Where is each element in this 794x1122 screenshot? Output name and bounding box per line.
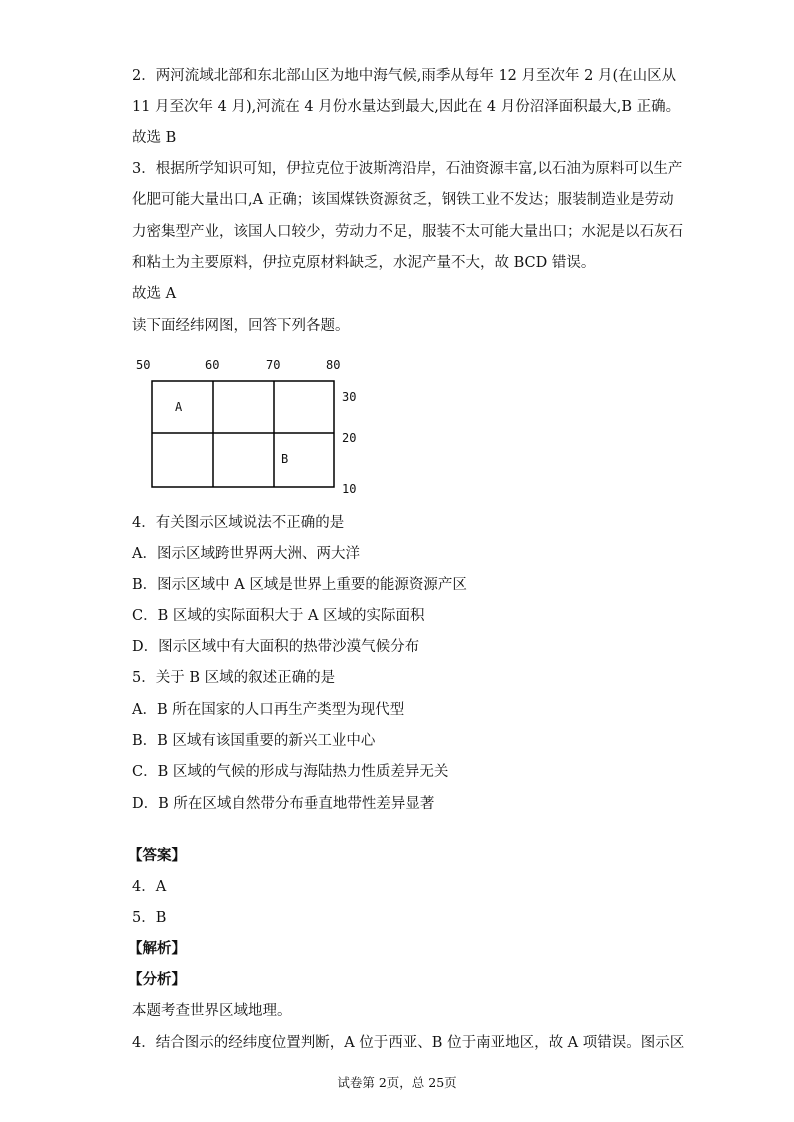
question-5: 5．关于 B 区域的叙述正确的是	[132, 670, 336, 686]
answer-5: 5．B	[132, 910, 167, 926]
lat-label-30: 30	[342, 390, 357, 404]
question-4-option-b: B．图示区域中 A 区域是世界上重要的能源资源产区	[132, 577, 467, 593]
lat-label-10: 10	[342, 482, 357, 496]
line-9: 读下面经纬网图，回答下列各题。	[132, 318, 350, 334]
line-4: 3．根据所学知识可知，伊拉克位于波斯湾沿岸，石油资源丰富,以石油为原料可以生产	[132, 161, 683, 177]
lon-label-60: 60	[205, 358, 220, 372]
fenxi-heading: 【分析】	[128, 971, 186, 988]
line-7: 和粘土为主要原料，伊拉克原材料缺乏，水泥产量不大，故 BCD 错误。	[132, 255, 596, 271]
explanation-4: 4．结合图示的经纬度位置判断，A 位于西亚、B 位于南亚地区，故 A 项错误。图示区	[132, 1035, 685, 1051]
topic-line: 本题考查世界区域地理。	[132, 1003, 292, 1019]
question-4-option-c: C．B 区域的实际面积大于 A 区域的实际面积	[132, 608, 425, 624]
grid-lines	[130, 352, 370, 502]
lon-label-80: 80	[326, 358, 341, 372]
question-5-option-a: A．B 所在国家的人口再生产类型为现代型	[132, 702, 405, 718]
question-4: 4．有关图示区域说法不正确的是	[132, 515, 345, 531]
lat-label-20: 20	[342, 431, 357, 445]
question-5-option-d: D．B 所在区域自然带分布垂直地带性差异显著	[132, 796, 435, 812]
line-6: 力密集型产业，该国人口较少，劳动力不足，服装不太可能大量出口；水泥是以石灰石	[132, 224, 683, 240]
lat-lon-grid-figure	[130, 352, 370, 502]
region-b-label: B	[281, 452, 289, 466]
question-4-option-a: A．图示区域跨世界两大洲、两大洋	[132, 546, 360, 562]
line-3: 故选 B	[132, 130, 177, 146]
line-2: 11 月至次年 4 月),河流在 4 月份水量达到最大,因此在 4 月份沼泽面积最大,B 正确。	[132, 99, 681, 115]
line-1: 2．两河流域北部和东北部山区为地中海气候,雨季从每年 12 月至次年 2 月(在山区从	[132, 68, 677, 84]
region-a-label: A	[175, 400, 183, 414]
page-footer: 试卷第 2页，总 25页	[337, 1075, 457, 1090]
answer-heading: 【答案】	[128, 847, 186, 864]
analysis-heading: 【解析】	[128, 940, 186, 957]
lon-label-50: 50	[136, 358, 151, 372]
question-4-option-d: D．图示区域中有大面积的热带沙漠气候分布	[132, 639, 420, 655]
line-5: 化肥可能大量出口,A 正确；该国煤铁资源贫乏，钢铁工业不发达；服装制造业是劳动	[132, 192, 674, 208]
answer-4: 4．A	[132, 879, 167, 895]
line-8: 故选 A	[132, 286, 177, 302]
lon-label-70: 70	[266, 358, 281, 372]
question-5-option-c: C．B 区域的气候的形成与海陆热力性质差异无关	[132, 764, 449, 780]
question-5-option-b: B．B 区域有该国重要的新兴工业中心	[132, 733, 376, 749]
